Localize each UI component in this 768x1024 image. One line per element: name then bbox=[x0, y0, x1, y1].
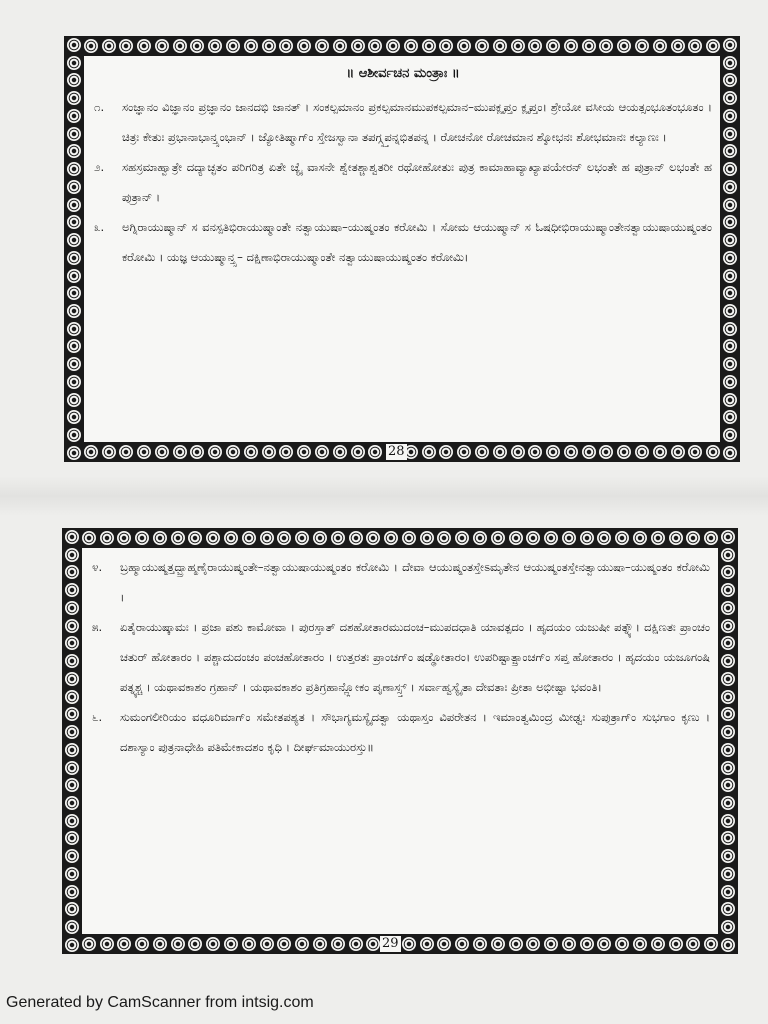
flower-ornament-icon bbox=[671, 39, 685, 53]
flower-ornament-icon bbox=[651, 937, 665, 951]
flower-ornament-icon bbox=[67, 269, 81, 283]
flower-ornament-icon bbox=[723, 56, 737, 70]
mantra-paragraph-1 bbox=[94, 92, 712, 152]
flower-ornament-icon bbox=[100, 531, 114, 545]
flower-ornament-icon bbox=[582, 445, 596, 459]
flower-ornament-icon bbox=[564, 39, 578, 53]
flower-ornament-icon bbox=[315, 445, 329, 459]
flower-ornament-icon bbox=[473, 937, 487, 951]
flower-ornament-icon bbox=[653, 39, 667, 53]
paragraph-text: ಅಗ್ನಿರಾಯುಷ್ಮಾನ್ ಸ ವನಸ್ಪತಿಭಿರಾಯುಷ್ಮಾಂತೇ ನತ್ವಾಯುಷಾ–ಯುಷ್ಮಂತಂ ಕರೋಮಿ । ಸೋಮ ಆಯುಷ್ಮಾನ್ ಸ ಓಷಧೀಭಿರಾಯುಷ್ಮಾಂತೇನತ್ವಾಯುಷಾಯುಷ್ಮಂತಂ ಕರೋಮಿ । ಯಜ್ಞ ಆಯುಷ್ಮಾನ್ತ್ಸ– ದಕ್ಷಿಣಾಭಿರಾಯುಷ್ಮಾಂತೇ ನತ್ವಾಯುಷಾಯುಷ್ಮಂತಂ ಕರೋಮಿ। bbox=[122, 220, 712, 264]
flower-ornament-icon bbox=[511, 39, 525, 53]
flower-ornament-icon bbox=[65, 831, 79, 845]
flower-ornament-icon bbox=[260, 531, 274, 545]
flower-ornament-icon bbox=[331, 937, 345, 951]
flower-ornament-icon bbox=[686, 531, 700, 545]
flower-ornament-icon bbox=[67, 162, 81, 176]
flower-ornament-icon bbox=[721, 690, 735, 704]
flower-ornament-icon bbox=[721, 938, 735, 952]
flower-ornament-icon bbox=[402, 937, 416, 951]
flower-ornament-icon bbox=[188, 531, 202, 545]
top-page-border-top bbox=[64, 36, 740, 56]
flower-ornament-icon bbox=[706, 39, 720, 53]
flower-ornament-icon bbox=[615, 937, 629, 951]
flower-ornament-icon bbox=[723, 375, 737, 389]
flower-ornament-icon bbox=[135, 937, 149, 951]
flower-ornament-icon bbox=[564, 445, 578, 459]
flower-ornament-icon bbox=[333, 39, 347, 53]
flower-ornament-icon bbox=[297, 39, 311, 53]
bottom-page-content bbox=[92, 552, 710, 762]
flower-ornament-icon bbox=[511, 445, 525, 459]
flower-ornament-icon bbox=[473, 531, 487, 545]
flower-ornament-icon bbox=[457, 445, 471, 459]
flower-ornament-icon bbox=[688, 445, 702, 459]
flower-ornament-icon bbox=[277, 937, 291, 951]
flower-ornament-icon bbox=[420, 531, 434, 545]
flower-ornament-icon bbox=[65, 849, 79, 863]
flower-ornament-icon bbox=[315, 39, 329, 53]
paragraph-number: ೨. bbox=[94, 160, 105, 174]
flower-ornament-icon bbox=[491, 531, 505, 545]
flower-ornament-icon bbox=[67, 357, 81, 371]
flower-ornament-icon bbox=[65, 601, 79, 615]
flower-ornament-icon bbox=[137, 39, 151, 53]
flower-ornament-icon bbox=[313, 937, 327, 951]
paragraph-number: ೧. bbox=[94, 100, 105, 114]
flower-ornament-icon bbox=[102, 445, 116, 459]
flower-ornament-icon bbox=[633, 531, 647, 545]
flower-ornament-icon bbox=[224, 531, 238, 545]
flower-ornament-icon bbox=[119, 445, 133, 459]
flower-ornament-icon bbox=[669, 531, 683, 545]
flower-ornament-icon bbox=[723, 73, 737, 87]
flower-ornament-icon bbox=[190, 39, 204, 53]
flower-ornament-icon bbox=[651, 531, 665, 545]
flower-ornament-icon bbox=[721, 619, 735, 633]
flower-ornament-icon bbox=[65, 938, 79, 952]
flower-ornament-icon bbox=[402, 531, 416, 545]
flower-ornament-icon bbox=[599, 39, 613, 53]
flower-ornament-icon bbox=[723, 144, 737, 158]
flower-ornament-icon bbox=[723, 410, 737, 424]
flower-ornament-icon bbox=[206, 531, 220, 545]
flower-ornament-icon bbox=[67, 410, 81, 424]
flower-ornament-icon bbox=[455, 937, 469, 951]
bottom-page bbox=[62, 528, 738, 954]
flower-ornament-icon bbox=[351, 445, 365, 459]
flower-ornament-icon bbox=[635, 39, 649, 53]
flower-ornament-icon bbox=[226, 39, 240, 53]
flower-ornament-icon bbox=[84, 445, 98, 459]
flower-ornament-icon bbox=[635, 445, 649, 459]
flower-ornament-icon bbox=[723, 38, 737, 52]
top-page bbox=[64, 36, 740, 462]
flower-ornament-icon bbox=[723, 269, 737, 283]
flower-ornament-icon bbox=[368, 39, 382, 53]
paragraph-text: ಏತೈರಾಯುಷ್ಕಾಮಃ । ಪ್ರಜಾ ಪಶು ಕಾಮೋವಾ । ಪುರಸ್ತಾತ್ ದಶಹೋತಾರಮುದಂಚ–ಮುಪದಧಾತಿ ಯಾವತ್ಪದಂ । ಹೃದಯಂ ಯಜುಷೀ ಪತ್ನ್ಯೌ। ದಕ್ಷಿಣತಃ ಪ್ರಾಂಚಂ ಚತುರ್ ಹೋತಾರಂ । ಪಶ್ಚಾದುದಂಚಂ ಪಂಚಹೋತಾರಂ । ಉತ್ತರತಃ ಪ್ರಾಂಚಗ್ಂ ಷಡ್ಢೋತಾರಂ। ಉಪರಿಷ್ಟಾತ್ಪ್ರಾಂಚಗ್ಂ ಸಪ್ತ ಹೋತಾರಂ । ಹೃದಯಂ ಯಜೂಗಂಷಿ ಪತ್ನ್ಯಶ್ಚ । ಯಥಾವಕಾಶಂ ಗ್ರಹಾನ್ । ಯಥಾವಕಾಶಂ ಪ್ರತಿಗ್ರಹಾನ್ಲ್ಲೋಕಂ ಪೃಣಾಸ್ಸ್ತ್ । ಸರ್ವಾಹ್ವಸ್ಯೈತಾ ದೇವತಾಃ ಪ್ರೀತಾ ಅಭೀಷ್ಟಾ ಭವಂತಿ। bbox=[120, 620, 710, 694]
flower-ornament-icon bbox=[67, 109, 81, 123]
flower-ornament-icon bbox=[153, 531, 167, 545]
flower-ornament-icon bbox=[65, 761, 79, 775]
flower-ornament-icon bbox=[721, 601, 735, 615]
flower-ornament-icon bbox=[82, 937, 96, 951]
flower-ornament-icon bbox=[65, 672, 79, 686]
flower-ornament-icon bbox=[277, 531, 291, 545]
flower-ornament-icon bbox=[295, 937, 309, 951]
top-page-content bbox=[94, 60, 712, 272]
flower-ornament-icon bbox=[723, 162, 737, 176]
flower-ornament-icon bbox=[721, 761, 735, 775]
flower-ornament-icon bbox=[260, 937, 274, 951]
flower-ornament-icon bbox=[704, 531, 718, 545]
flower-ornament-icon bbox=[723, 339, 737, 353]
paragraph-text: ಸಂಜ್ಞಾನಂ ವಿಜ್ಞಾನಂ ಪ್ರಜ್ಞಾನಂ ಜಾನದಭಿ ಜಾನತ್ । ಸಂಕಲ್ಪಮಾನಂ ಪ್ರಕಲ್ಪಮಾನಮುಪಕಲ್ಪಮಾನ–ಮುಪಕ್ಲೃಪ್ತಂ ಕ್ಲೃಪ್ತಂ। ಶ್ರೇಯೋ ವಸೀಯ ಆಯತ್ಸಂಭೂತಂಭೂತಂ । ಚಿತ್ರಃ ಕೇತುಃ ಪ್ರಭಾನಾಭಾನ್ತ್ಸಂಭಾನ್ । ಜ್ಯೋತಿಷ್ಮಾಗ್ಂ ಸ್ತೇಜಸ್ವಾನಾ ತಪಗ್ಗ್ಸ್ತಪನ್ನಭಿತಪನ್ನ । ರೋಚನೋ ರೋಚಮಾನ ಶ್ಶೋಭನಃ ಶೋಭಮಾನಃ ಕಲ್ಯಾಣಃ । bbox=[122, 100, 712, 144]
flower-ornament-icon bbox=[82, 531, 96, 545]
flower-ornament-icon bbox=[617, 39, 631, 53]
flower-ornament-icon bbox=[173, 445, 187, 459]
flower-ornament-icon bbox=[723, 304, 737, 318]
flower-ornament-icon bbox=[475, 445, 489, 459]
flower-ornament-icon bbox=[188, 937, 202, 951]
flower-ornament-icon bbox=[67, 286, 81, 300]
flower-ornament-icon bbox=[119, 39, 133, 53]
flower-ornament-icon bbox=[206, 937, 220, 951]
flower-ornament-icon bbox=[544, 937, 558, 951]
flower-ornament-icon bbox=[653, 445, 667, 459]
flower-ornament-icon bbox=[721, 831, 735, 845]
flower-ornament-icon bbox=[721, 725, 735, 739]
flower-ornament-icon bbox=[422, 445, 436, 459]
flower-ornament-icon bbox=[615, 531, 629, 545]
flower-ornament-icon bbox=[721, 920, 735, 934]
flower-ornament-icon bbox=[475, 39, 489, 53]
flower-ornament-icon bbox=[67, 91, 81, 105]
flower-ornament-icon bbox=[686, 937, 700, 951]
flower-ornament-icon bbox=[455, 531, 469, 545]
flower-ornament-icon bbox=[669, 937, 683, 951]
paragraph-text: ಬ್ರಹ್ಮಾಯುಷ್ಮತ್ತದ್ಬ್ರಾಹ್ಮಣೈರಾಯುಷ್ಮಂತೇ–ನತ್ವಾಯುಷಾಯುಷ್ಮಂತಂ ಕರೋಮಿ । ದೇವಾ ಆಯುಷ್ಮಂತಸ್ತೇಽಮೃತೇನ ಆಯುಷ್ಮಂತಸ್ತೇನತ್ವಾಯುಷಾ–ಯುಷ್ಮಂತಂ ಕರೋಮಿ । bbox=[120, 560, 710, 604]
page-number: 29 bbox=[382, 936, 399, 951]
flower-ornament-icon bbox=[102, 39, 116, 53]
flower-ornament-icon bbox=[721, 778, 735, 792]
flower-ornament-icon bbox=[562, 937, 576, 951]
flower-ornament-icon bbox=[580, 937, 594, 951]
flower-ornament-icon bbox=[366, 531, 380, 545]
paragraph-text: ಸುಮಂಗಲೀರಿಯಂ ವಧೂರಿಮಾಗ್ಂ ಸಮೇತಪಶ್ಯತ । ಸೌಭಾಗ್ಯಮಸ್ಯೈದತ್ವಾ ಯಥಾಸ್ತಂ ವಿಪರೇತನ । ಇಮಾಂತ್ವಮಿಂದ್ರ ಮೀಢ್ವಃ ಸುಪುತ್ರಾಗ್ಂ ಸುಭಗಾಂ ಕೃಣು । ದಶಾಸ್ಯಾಂ ಪುತ್ರನಾಧೇಹಿ ಪತಿಮೇಕಾದಶಂ ಕೃಧಿ । ದೀರ್ಘಮಾಯುರಸ್ತು॥ bbox=[120, 710, 710, 754]
flower-ornament-icon bbox=[67, 38, 81, 52]
flower-ornament-icon bbox=[65, 885, 79, 899]
flower-ornament-icon bbox=[544, 531, 558, 545]
flower-ornament-icon bbox=[617, 445, 631, 459]
flower-ornament-icon bbox=[171, 937, 185, 951]
flower-ornament-icon bbox=[721, 885, 735, 899]
flower-ornament-icon bbox=[723, 286, 737, 300]
flower-ornament-icon bbox=[457, 39, 471, 53]
flower-ornament-icon bbox=[706, 445, 720, 459]
flower-ornament-icon bbox=[333, 445, 347, 459]
flower-ornament-icon bbox=[723, 91, 737, 105]
bottom-page-border-right bbox=[718, 528, 738, 954]
flower-ornament-icon bbox=[671, 445, 685, 459]
flower-ornament-icon bbox=[597, 531, 611, 545]
flower-ornament-icon bbox=[65, 548, 79, 562]
top-page-border-left bbox=[64, 36, 84, 462]
flower-ornament-icon bbox=[366, 937, 380, 951]
flower-ornament-icon bbox=[67, 144, 81, 158]
flower-ornament-icon bbox=[297, 445, 311, 459]
flower-ornament-icon bbox=[723, 233, 737, 247]
flower-ornament-icon bbox=[242, 531, 256, 545]
flower-ornament-icon bbox=[67, 127, 81, 141]
flower-ornament-icon bbox=[242, 937, 256, 951]
flower-ornament-icon bbox=[562, 531, 576, 545]
flower-ornament-icon bbox=[135, 531, 149, 545]
flower-ornament-icon bbox=[226, 445, 240, 459]
flower-ornament-icon bbox=[582, 39, 596, 53]
flower-ornament-icon bbox=[349, 937, 363, 951]
flower-ornament-icon bbox=[65, 583, 79, 597]
flower-ornament-icon bbox=[721, 796, 735, 810]
flower-ornament-icon bbox=[67, 428, 81, 442]
scanner-watermark: Generated by CamScanner from intsig.com bbox=[6, 994, 314, 1011]
paragraph-number: ೪. bbox=[92, 560, 103, 574]
flower-ornament-icon bbox=[65, 707, 79, 721]
flower-ornament-icon bbox=[65, 725, 79, 739]
flower-ornament-icon bbox=[153, 937, 167, 951]
paragraph-text: ಸಹಸ್ರಮಾಹ್ವಾತ್ರೇ ದದ್ಯಾಚ್ಛತಂ ಪರಿಗರಿತ್ರ ಏತೇ ಚ್ಯೈ ವಾಸನೇ ಶ್ವೇತಶ್ಚಾಶ್ವತರೀ ರಥೋಹೋತುಃ ಪುತ್ರ ಕಾಮಾಹಾವ್ಯಾಖ್ಯಾಪಯೇರನ್ ಲಭಂತೇ ಹ ಪುತ್ರಾನ್ ಲಭಂತೇ ಹ ಪುತ್ರಾನ್ । bbox=[122, 160, 712, 204]
book-fold bbox=[0, 476, 768, 516]
flower-ornament-icon bbox=[65, 778, 79, 792]
flower-ornament-icon bbox=[509, 531, 523, 545]
flower-ornament-icon bbox=[100, 937, 114, 951]
flower-ornament-icon bbox=[704, 937, 718, 951]
flower-ornament-icon bbox=[723, 215, 737, 229]
flower-ornament-icon bbox=[295, 531, 309, 545]
flower-ornament-icon bbox=[404, 39, 418, 53]
flower-ornament-icon bbox=[65, 920, 79, 934]
flower-ornament-icon bbox=[349, 531, 363, 545]
flower-ornament-icon bbox=[528, 445, 542, 459]
flower-ornament-icon bbox=[84, 39, 98, 53]
flower-ornament-icon bbox=[723, 109, 737, 123]
flower-ornament-icon bbox=[721, 814, 735, 828]
flower-ornament-icon bbox=[65, 902, 79, 916]
flower-ornament-icon bbox=[244, 39, 258, 53]
flower-ornament-icon bbox=[262, 39, 276, 53]
paragraph-number: ೬. bbox=[92, 710, 103, 724]
mantra-paragraph-3 bbox=[94, 212, 712, 272]
flower-ornament-icon bbox=[67, 56, 81, 70]
flower-ornament-icon bbox=[439, 445, 453, 459]
flower-ornament-icon bbox=[65, 814, 79, 828]
flower-ornament-icon bbox=[721, 902, 735, 916]
flower-ornament-icon bbox=[721, 672, 735, 686]
flower-ornament-icon bbox=[723, 393, 737, 407]
flower-ornament-icon bbox=[597, 937, 611, 951]
flower-ornament-icon bbox=[65, 743, 79, 757]
flower-ornament-icon bbox=[721, 707, 735, 721]
flower-ornament-icon bbox=[723, 180, 737, 194]
top-page-border-right bbox=[720, 36, 740, 462]
flower-ornament-icon bbox=[546, 39, 560, 53]
flower-ornament-icon bbox=[155, 39, 169, 53]
flower-ornament-icon bbox=[65, 867, 79, 881]
flower-ornament-icon bbox=[331, 531, 345, 545]
flower-ornament-icon bbox=[580, 531, 594, 545]
flower-ornament-icon bbox=[171, 531, 185, 545]
paragraph-number: ೫. bbox=[92, 620, 103, 634]
flower-ornament-icon bbox=[137, 445, 151, 459]
flower-ornament-icon bbox=[721, 530, 735, 544]
flower-ornament-icon bbox=[67, 304, 81, 318]
flower-ornament-icon bbox=[117, 937, 131, 951]
flower-ornament-icon bbox=[224, 937, 238, 951]
flower-ornament-icon bbox=[721, 583, 735, 597]
flower-ornament-icon bbox=[67, 393, 81, 407]
flower-ornament-icon bbox=[437, 937, 451, 951]
flower-ornament-icon bbox=[491, 937, 505, 951]
flower-ornament-icon bbox=[723, 357, 737, 371]
flower-ornament-icon bbox=[721, 867, 735, 881]
flower-ornament-icon bbox=[723, 251, 737, 265]
flower-ornament-icon bbox=[67, 251, 81, 265]
flower-ornament-icon bbox=[279, 39, 293, 53]
flower-ornament-icon bbox=[599, 445, 613, 459]
flower-ornament-icon bbox=[420, 937, 434, 951]
flower-ornament-icon bbox=[493, 445, 507, 459]
flower-ornament-icon bbox=[723, 322, 737, 336]
flower-ornament-icon bbox=[723, 127, 737, 141]
flower-ornament-icon bbox=[208, 39, 222, 53]
mantra-paragraph-2 bbox=[94, 152, 712, 212]
flower-ornament-icon bbox=[633, 937, 647, 951]
flower-ornament-icon bbox=[368, 445, 382, 459]
flower-ornament-icon bbox=[721, 654, 735, 668]
flower-ornament-icon bbox=[437, 531, 451, 545]
flower-ornament-icon bbox=[688, 39, 702, 53]
mantra-paragraph-5 bbox=[92, 612, 710, 702]
flower-ornament-icon bbox=[67, 198, 81, 212]
flower-ornament-icon bbox=[546, 445, 560, 459]
flower-ornament-icon bbox=[723, 428, 737, 442]
page-heading: ॥ ಆಶೀರ್ವಚನ ಮಂತ್ರಾಃ ॥ bbox=[346, 66, 460, 81]
flower-ornament-icon bbox=[173, 39, 187, 53]
flower-ornament-icon bbox=[262, 445, 276, 459]
flower-ornament-icon bbox=[721, 849, 735, 863]
flower-ornament-icon bbox=[208, 445, 222, 459]
flower-ornament-icon bbox=[65, 654, 79, 668]
flower-ornament-icon bbox=[67, 446, 81, 460]
flower-ornament-icon bbox=[67, 375, 81, 389]
flower-ornament-icon bbox=[65, 530, 79, 544]
flower-ornament-icon bbox=[67, 73, 81, 87]
flower-ornament-icon bbox=[493, 39, 507, 53]
flower-ornament-icon bbox=[67, 215, 81, 229]
flower-ornament-icon bbox=[526, 937, 540, 951]
bottom-page-border-top bbox=[62, 528, 738, 548]
flower-ornament-icon bbox=[313, 531, 327, 545]
flower-ornament-icon bbox=[509, 937, 523, 951]
flower-ornament-icon bbox=[65, 796, 79, 810]
flower-ornament-icon bbox=[67, 233, 81, 247]
flower-ornament-icon bbox=[721, 565, 735, 579]
flower-ornament-icon bbox=[723, 446, 737, 460]
flower-ornament-icon bbox=[721, 636, 735, 650]
flower-ornament-icon bbox=[155, 445, 169, 459]
flower-ornament-icon bbox=[65, 690, 79, 704]
flower-ornament-icon bbox=[244, 445, 258, 459]
flower-ornament-icon bbox=[67, 322, 81, 336]
flower-ornament-icon bbox=[65, 619, 79, 633]
flower-ornament-icon bbox=[65, 636, 79, 650]
flower-ornament-icon bbox=[723, 198, 737, 212]
flower-ornament-icon bbox=[67, 180, 81, 194]
flower-ornament-icon bbox=[721, 548, 735, 562]
flower-ornament-icon bbox=[384, 531, 398, 545]
paragraph-number: ೩. bbox=[94, 220, 105, 234]
flower-ornament-icon bbox=[65, 565, 79, 579]
page-number: 28 bbox=[388, 444, 405, 459]
flower-ornament-icon bbox=[528, 39, 542, 53]
bottom-page-border-left bbox=[62, 528, 82, 954]
flower-ornament-icon bbox=[279, 445, 293, 459]
flower-ornament-icon bbox=[351, 39, 365, 53]
flower-ornament-icon bbox=[422, 39, 436, 53]
flower-ornament-icon bbox=[386, 39, 400, 53]
flower-ornament-icon bbox=[190, 445, 204, 459]
flower-ornament-icon bbox=[67, 339, 81, 353]
flower-ornament-icon bbox=[439, 39, 453, 53]
flower-ornament-icon bbox=[117, 531, 131, 545]
flower-ornament-icon bbox=[526, 531, 540, 545]
mantra-paragraph-6 bbox=[92, 702, 710, 762]
mantra-paragraph-4 bbox=[92, 552, 710, 612]
flower-ornament-icon bbox=[721, 743, 735, 757]
